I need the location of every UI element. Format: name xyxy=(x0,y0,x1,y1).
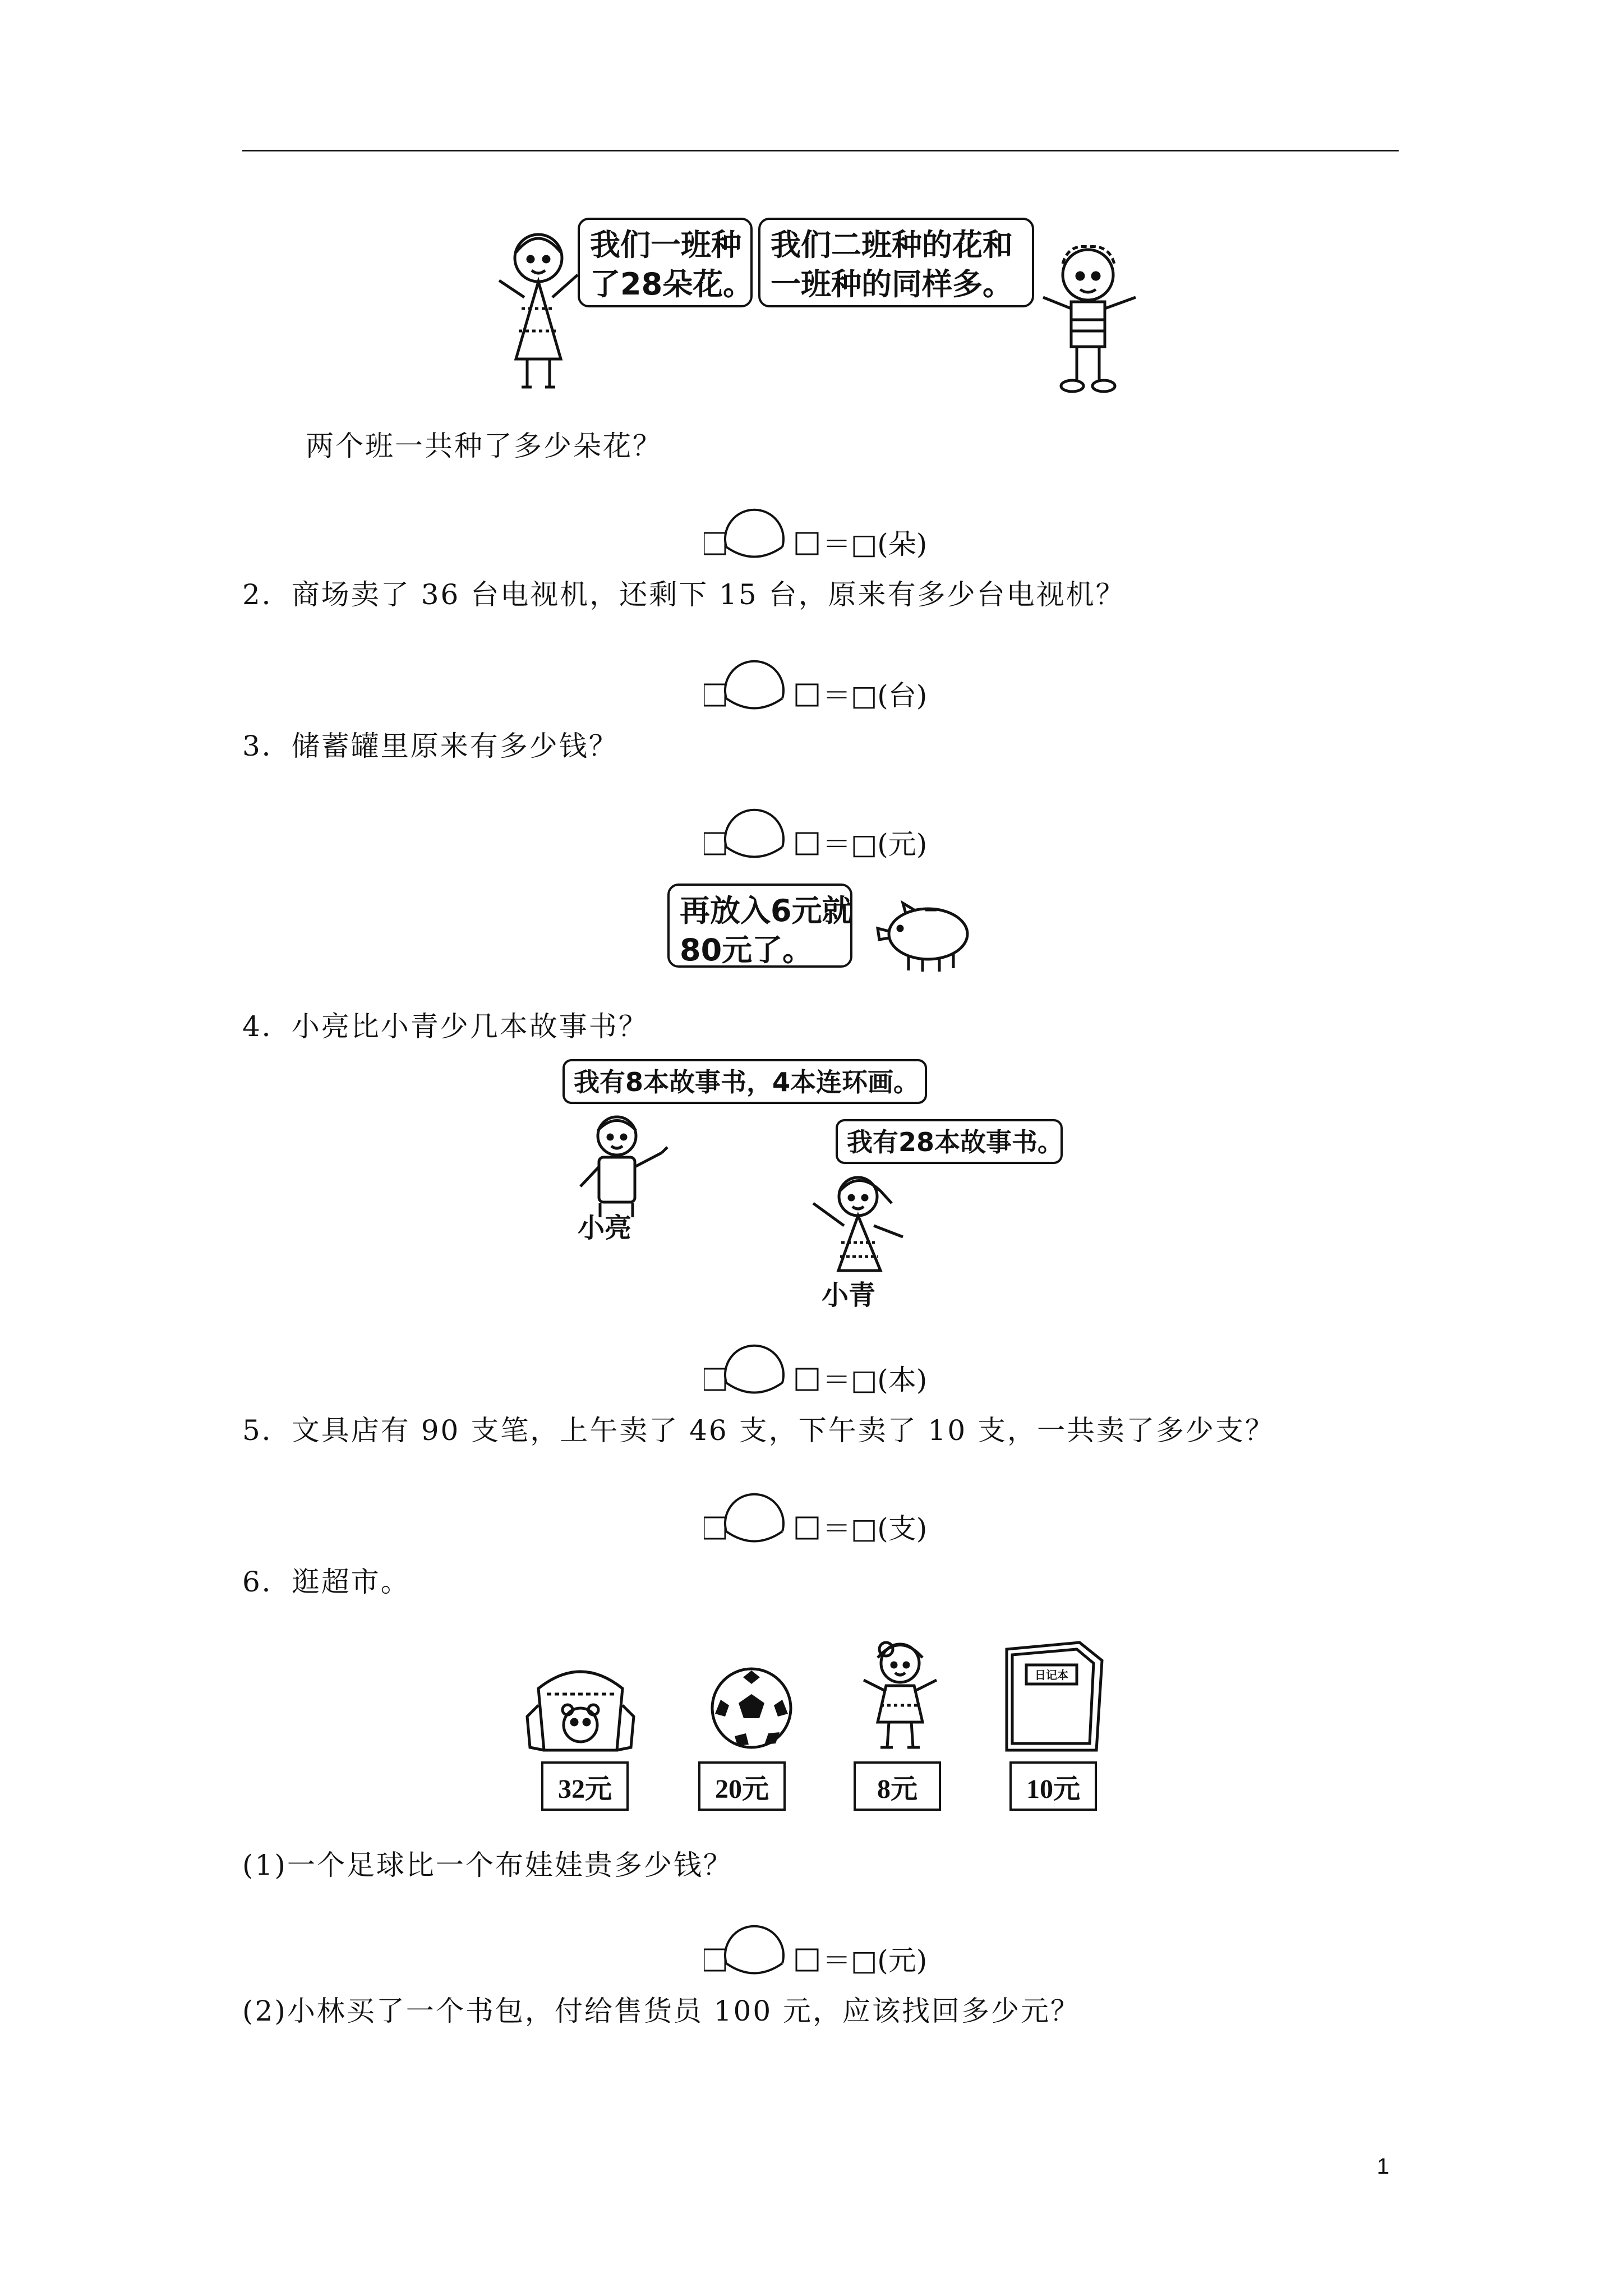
question-6-text: 6．逛超市。 xyxy=(242,1566,411,1598)
xiaoqing-figure-icon xyxy=(796,1170,920,1282)
girl-figure-icon xyxy=(494,219,583,398)
equation-1-result: ＝□(朵) xyxy=(823,528,928,560)
name-xiaoqing: 小青 xyxy=(822,1280,876,1311)
question-6-2-text: (2)小林买了一个书包，付给售货员 100 元，应该找回多少元？ xyxy=(242,1995,1081,2027)
price-tag-doll: 8元 xyxy=(854,1761,941,1811)
soccer-ball-icon xyxy=(704,1660,799,1756)
boy-figure-icon xyxy=(1032,236,1144,398)
question-5-text: 5．文具店有 90 支笔，上午卖了 46 支，下午卖了 10 支，一共卖了多少支？ xyxy=(242,1414,1275,1447)
equation-3-result: ＝□(元) xyxy=(823,828,928,861)
question-6-1-text: (1)一个足球比一个布娃娃贵多少钱？ xyxy=(242,1849,733,1881)
equation-5-result: ＝□(支) xyxy=(823,1512,928,1545)
doll-icon xyxy=(852,1632,948,1756)
speech-bubble-class1: 我们一班种 了28朵花。 xyxy=(578,218,753,307)
equation-2-result: ＝□(台) xyxy=(823,679,928,712)
equation-6 xyxy=(704,1904,945,1977)
equation-4-result: ＝□(本) xyxy=(823,1364,928,1396)
xiaoliang-figure-icon xyxy=(566,1108,679,1220)
price-tag-backpack: 32元 xyxy=(541,1761,629,1811)
equation-1 xyxy=(704,488,945,561)
equation-6-result: ＝□(元) xyxy=(823,1944,928,1977)
notebook-label: 日记本 xyxy=(1035,1668,1068,1682)
question-3-text: 3．储蓄罐里原来有多少钱？ xyxy=(242,730,619,762)
speech-bubble-piggy: 再放入6元就 80元了。 xyxy=(667,884,852,968)
piggy-bank-icon xyxy=(875,898,976,976)
speech-bubble-class2: 我们二班种的花和 一班种的同样多。 xyxy=(758,218,1034,307)
header-rule xyxy=(242,150,1399,151)
price-tag-soccer-ball: 20元 xyxy=(698,1761,786,1811)
speech-bubble-xiaoliang: 我有8本故事书，4本连环画。 xyxy=(562,1059,927,1104)
speech-bubble-xiaoqing: 我有28本故事书。 xyxy=(836,1119,1063,1164)
equation-5 xyxy=(704,1473,945,1545)
question-2-text: 2．商场卖了 36 台电视机，还剩下 15 台，原来有多少台电视机？ xyxy=(242,578,1126,611)
equation-4 xyxy=(704,1324,945,1397)
page-number: 1 xyxy=(1377,2154,1390,2179)
question-1-text: 两个班一共种了多少朵花？ xyxy=(306,430,662,462)
name-xiaoliang: 小亮 xyxy=(578,1212,632,1244)
question-4-text: 4．小亮比小青少几本故事书？ xyxy=(242,1010,648,1043)
backpack-icon xyxy=(522,1655,639,1761)
notebook-icon xyxy=(995,1638,1108,1756)
price-tag-notebook: 10元 xyxy=(1009,1761,1097,1811)
equation-2 xyxy=(704,639,945,712)
equation-3 xyxy=(704,788,945,861)
